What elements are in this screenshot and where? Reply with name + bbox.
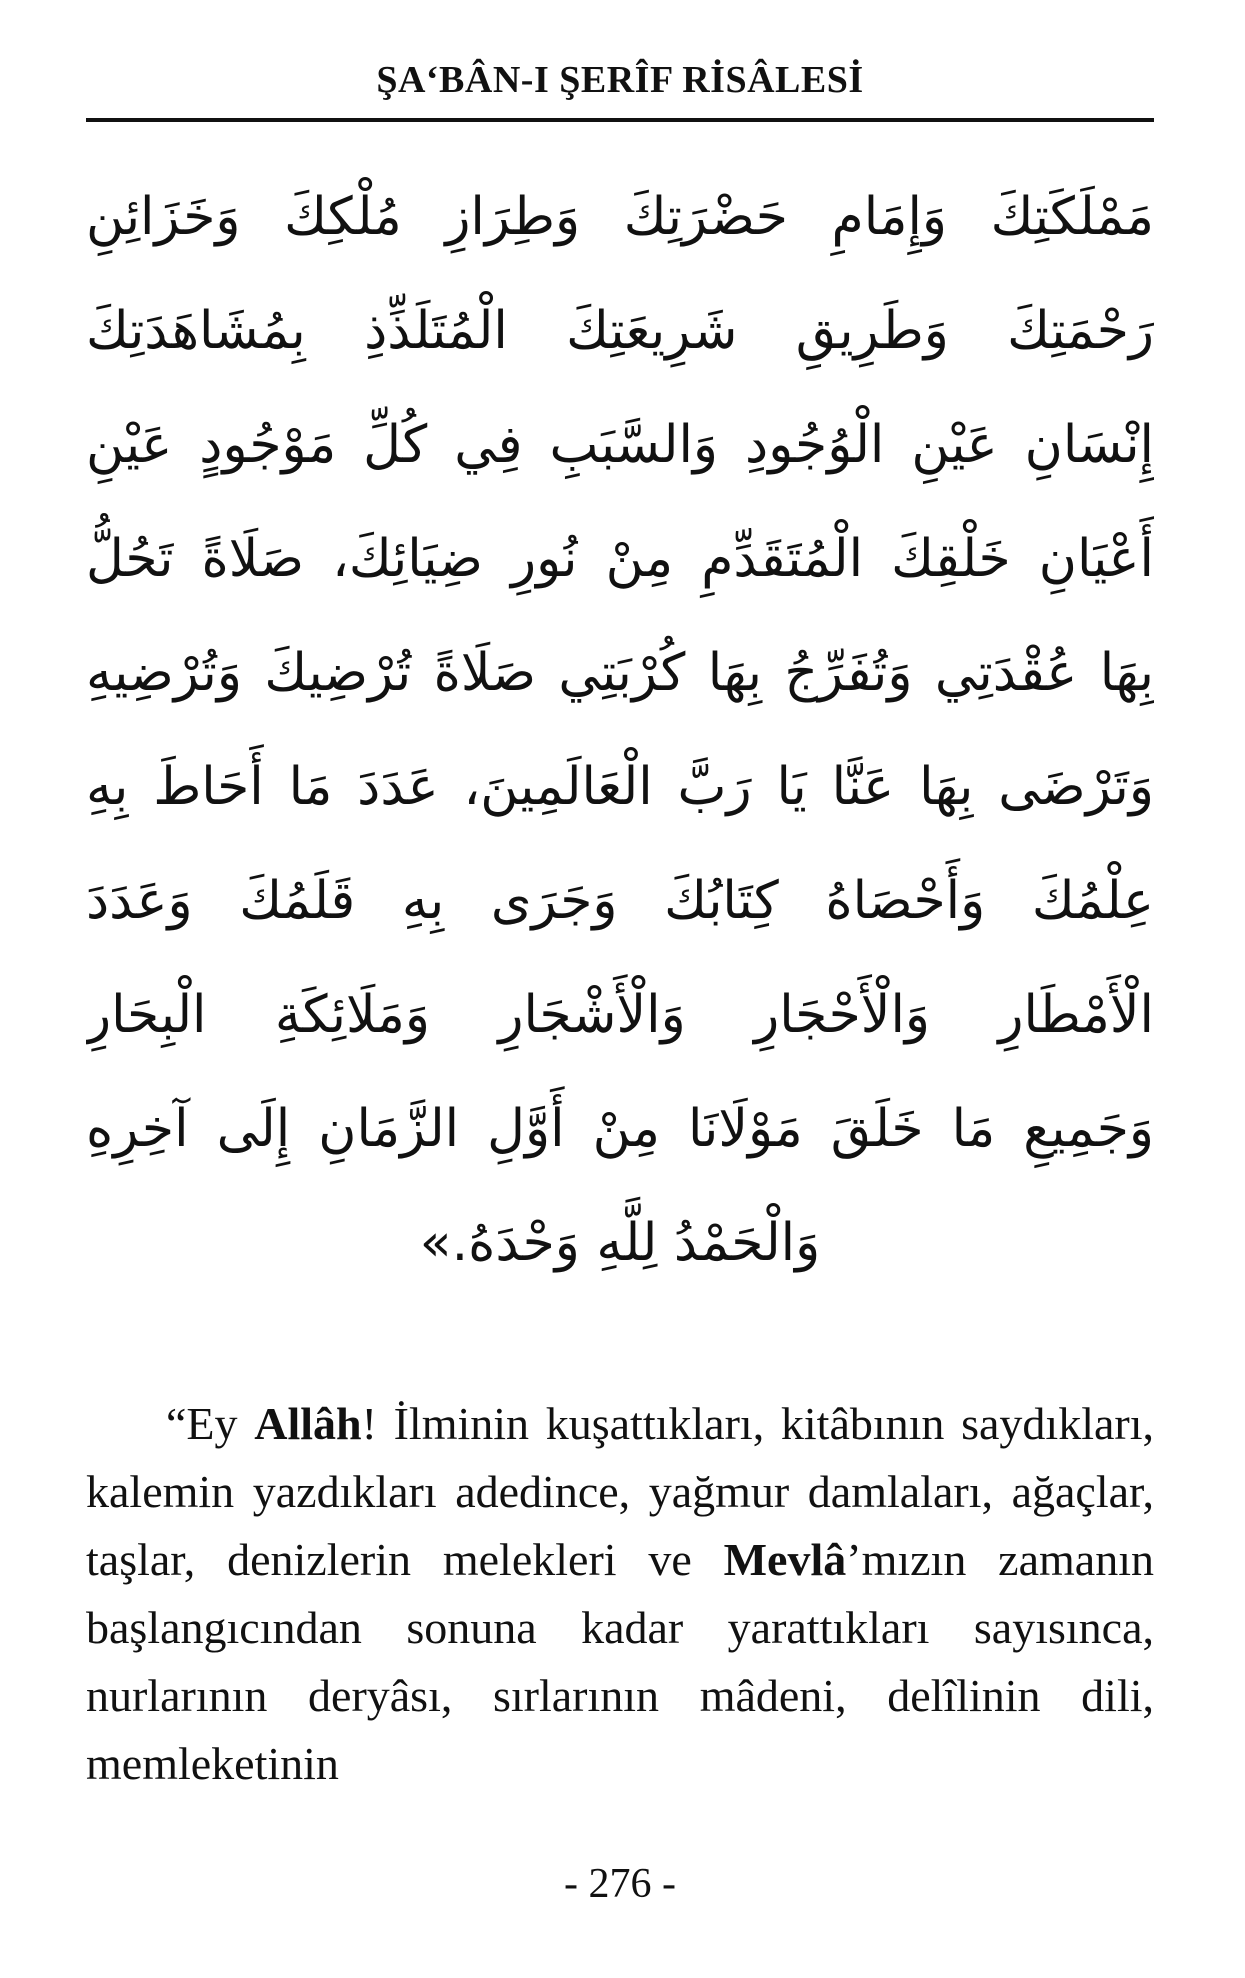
running-header-title: ŞA‘BÂN-I ŞERÎF RİSÂLESİ [376, 59, 864, 101]
arabic-line: إِنْسَانِ عَيْنِ الْوُجُودِ وَالسَّبَبِ فِي كُلِّ مَوْجُودٍ عَيْنِ [86, 415, 1154, 475]
translation-bold-mevla: Mevlâ [723, 1534, 847, 1585]
arabic-line: مَمْلَكَتِكَ وَإِمَامِ حَضْرَتِكَ وَطِرَازِ مُلْكِكَ وَخَزَائِنِ [86, 187, 1154, 247]
arabic-line: عِلْمُكَ وَأَحْصَاهُ كِتَابُكَ وَجَرَى بِهِ قَلَمُكَ وَعَدَدَ [86, 871, 1154, 931]
translation-text: ’mızın zamanın başlangıcından sonuna kadar yarattıkları sayısınca, nurlarının deryâsı, sırlarının mâdeni, delîlinin dili, memleketinin [86, 1534, 1154, 1789]
arabic-line: وَجَمِيعِ مَا خَلَقَ مَوْلَانَا مِنْ أَوَّلِ الزَّمَانِ إِلَى آخِرِهِ [86, 1099, 1154, 1159]
book-page [86, 0, 1154, 1978]
translation-paragraph [86, 1390, 1154, 1798]
arabic-line: بِهَا عُقْدَتِي وَتُفَرِّجُ بِهَا كُرْبَتِي صَلَاةً تُرْضِيكَ وَتُرْضِيهِ [86, 643, 1154, 703]
translation-open-quote: “Ey [166, 1398, 255, 1449]
arabic-line: وَتَرْضَى بِهَا عَنَّا يَا رَبَّ الْعَالَمِينَ، عَدَدَ مَا أَحَاطَ بِهِ [86, 757, 1154, 817]
arabic-text-block [86, 160, 1154, 1300]
header-rule [86, 118, 1154, 122]
arabic-line: الْأَمْطَارِ وَالْأَحْجَارِ وَالْأَشْجَارِ وَمَلَائِكَةِ الْبِحَارِ [86, 985, 1154, 1045]
arabic-line-closing: وَالْحَمْدُ لِلَّهِ وَحْدَهُ.» [419, 1213, 821, 1273]
arabic-line: أَعْيَانِ خَلْقِكَ الْمُتَقَدِّمِ مِنْ نُورِ ضِيَائِكَ، صَلَاةً تَحُلُّ [86, 529, 1154, 589]
page-number: - 276 - [564, 1861, 676, 1907]
arabic-line: رَحْمَتِكَ وَطَرِيقِ شَرِيعَتِكَ الْمُتَلَذِّذِ بِمُشَاهَدَتِكَ [86, 301, 1154, 361]
turkish-translation [86, 1390, 1154, 1798]
translation-text: ! İlminin kuşattıkları, kitâbının saydıkları, kalemin yazdıkları adedince, yağmur damlaları, ağaçlar, taşlar, denizlerin melekleri ve [86, 1398, 1155, 1585]
translation-bold-allah: Allâh [254, 1398, 362, 1449]
